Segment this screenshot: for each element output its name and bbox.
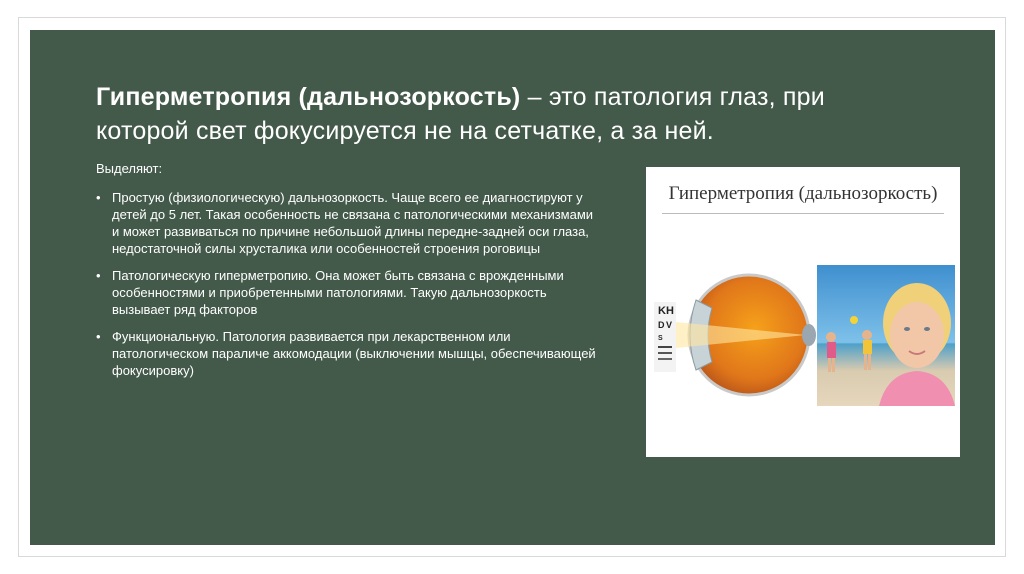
bullet-item [96, 267, 596, 318]
child-photo [817, 265, 955, 406]
bullet-item [96, 328, 596, 379]
eye-diagram [654, 262, 819, 412]
bullet-marker: • [96, 190, 101, 205]
title-rest: – это патология глаз, при которой свет фокусируется не на сетчатке, а за ней. [96, 83, 825, 145]
eye-chart-row [658, 346, 672, 348]
figure-title: Гиперметропия (дальнозоркость) [668, 183, 938, 204]
slide [30, 30, 995, 545]
hyperopia-illustration [646, 167, 960, 457]
kid-body [863, 340, 872, 354]
girl-eye [904, 327, 910, 331]
eye-chart-letter: V [666, 320, 673, 330]
title-bold: Гиперметропия (дальнозоркость) [96, 83, 521, 111]
kid-leg [832, 358, 835, 372]
kid-leg [828, 358, 831, 372]
bullet-text: Патологическую гиперметропию. Она может быть связана с врожденными особенностями и приобретенными патологиями. Такую дальнозоркость вызывает ряд факторов [112, 268, 564, 317]
intro-text: Выделяют: [96, 161, 163, 176]
bullet-list [96, 189, 596, 379]
kid-head [862, 330, 872, 340]
beach-ball [850, 316, 858, 324]
figure-divider [662, 213, 944, 214]
bullet-text: Простую (физиологическую) дальнозоркость. Чаще всего ее диагностируют у детей до 5 лет. Такая особенность не связана с патологическими механизмами и может развиваться по причине небольшой длины передне-задней оси глаза, недостаточной силы хрусталика или особенностей строения роговицы [112, 190, 594, 256]
eye-chart-letter: S [658, 335, 663, 342]
bullet-text: Функциональную. Патология развивается при лекарственном или патологическом параличе аккомодации (выключении мышцы, обеспечивающей фокусировку) [112, 329, 596, 378]
eye-chart-letter: H [666, 305, 674, 317]
eye-chart-letter: D [658, 320, 665, 330]
eye-chart-letter: K [658, 305, 666, 317]
eye-chart-row [658, 352, 672, 354]
kid-head [826, 332, 836, 342]
bullet-marker: • [96, 329, 101, 344]
bullet-item [96, 189, 596, 257]
kid-body [827, 342, 836, 358]
kid-leg [868, 354, 871, 370]
slide-title [96, 80, 896, 148]
bullet-marker: • [96, 268, 101, 283]
girl-face [890, 302, 944, 368]
girl-eye [924, 327, 930, 331]
optic-nerve [802, 324, 816, 346]
slide-body [96, 160, 596, 389]
kid-leg [864, 354, 867, 370]
eye-chart-row [658, 358, 672, 360]
